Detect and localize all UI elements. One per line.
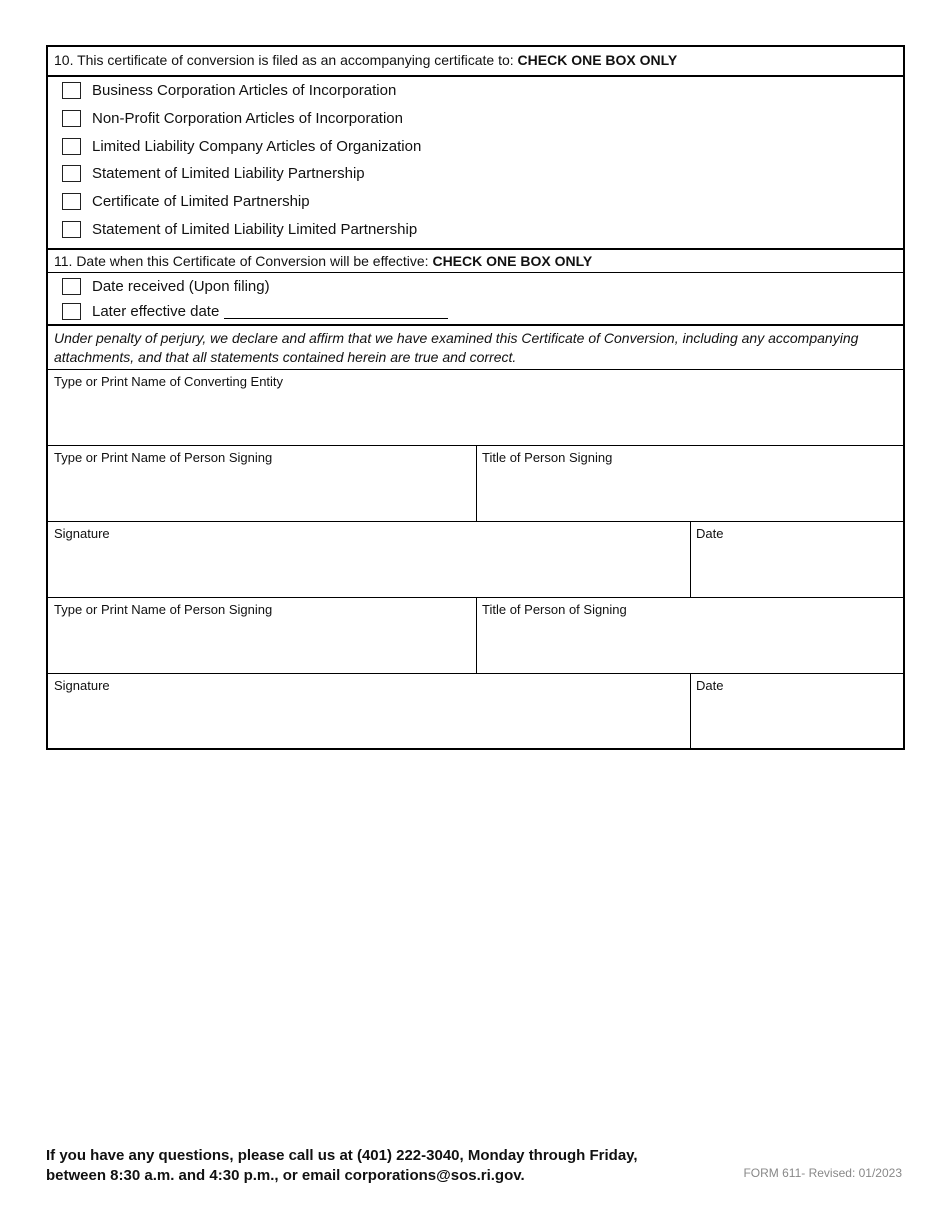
option-limited-partnership[interactable]: Certificate of Limited Partnership bbox=[62, 191, 310, 211]
option-nonprofit-corporation[interactable]: Non-Profit Corporation Articles of Incorporation bbox=[62, 108, 403, 128]
divider bbox=[48, 324, 903, 326]
divider bbox=[690, 521, 691, 597]
option-llp[interactable]: Statement of Limited Liability Partnership bbox=[62, 163, 365, 183]
checkbox[interactable] bbox=[62, 138, 81, 155]
option-business-corporation[interactable]: Business Corporation Articles of Incorporation bbox=[62, 80, 396, 100]
divider bbox=[48, 272, 903, 273]
checkbox[interactable] bbox=[62, 110, 81, 127]
divider bbox=[48, 248, 903, 250]
effective-date-input[interactable] bbox=[224, 304, 448, 319]
converting-entity-label: Type or Print Name of Converting Entity bbox=[54, 374, 284, 389]
section10-heading: 10. This certificate of conversion is filed as an accompanying certificate to: CHECK ONE BOX ONLY bbox=[54, 52, 678, 68]
option-date-received[interactable]: Date received (Upon filing) bbox=[62, 276, 270, 296]
checkbox[interactable] bbox=[62, 193, 81, 210]
section10-instruction: CHECK ONE BOX ONLY bbox=[517, 52, 678, 68]
option-later-effective-date[interactable]: Later effective date bbox=[62, 301, 448, 321]
option-lllp[interactable]: Statement of Limited Liability Limited Partnership bbox=[62, 219, 417, 239]
checkbox[interactable] bbox=[62, 82, 81, 99]
divider bbox=[48, 369, 903, 370]
checkbox[interactable] bbox=[62, 165, 81, 182]
signature2-label: Signature bbox=[54, 678, 110, 693]
divider bbox=[48, 673, 903, 674]
section11-heading: 11. Date when this Certificate of Conversion will be effective: CHECK ONE BOX ONLY bbox=[54, 253, 593, 269]
name-signer2-label: Type or Print Name of Person Signing bbox=[54, 602, 273, 617]
option-llc[interactable]: Limited Liability Company Articles of Organization bbox=[62, 136, 421, 156]
title-signer1-label: Title of Person Signing bbox=[482, 450, 613, 465]
signature1-label: Signature bbox=[54, 526, 110, 541]
title-signer2-label: Title of Person of Signing bbox=[482, 602, 627, 617]
footer-line-1: If you have any questions, please call us at (401) 222-3040, Monday through Friday, bbox=[46, 1147, 638, 1164]
perjury-statement: Under penalty of perjury, we declare and affirm that we have examined this Certificate of Conversion, including any accompanying attachments, and that all statements contained herein are true and correct. bbox=[54, 330, 859, 365]
divider bbox=[476, 445, 477, 521]
divider bbox=[48, 75, 903, 77]
section11-instruction: CHECK ONE BOX ONLY bbox=[432, 253, 593, 269]
form-number: FORM 611- Revised: 01/2023 bbox=[743, 1166, 902, 1180]
divider bbox=[690, 673, 691, 748]
contact-footer bbox=[46, 1146, 638, 1186]
certificate-form bbox=[46, 45, 905, 750]
footer-line-2: between 8:30 a.m. and 4:30 p.m., or email corporations@sos.ri.gov. bbox=[46, 1167, 525, 1184]
checkbox[interactable] bbox=[62, 221, 81, 238]
divider bbox=[48, 521, 903, 522]
name-signer1-label: Type or Print Name of Person Signing bbox=[54, 450, 273, 465]
divider bbox=[476, 597, 477, 673]
date1-label: Date bbox=[696, 526, 724, 541]
checkbox[interactable] bbox=[62, 278, 81, 295]
checkbox[interactable] bbox=[62, 303, 81, 320]
date2-label: Date bbox=[696, 678, 724, 693]
